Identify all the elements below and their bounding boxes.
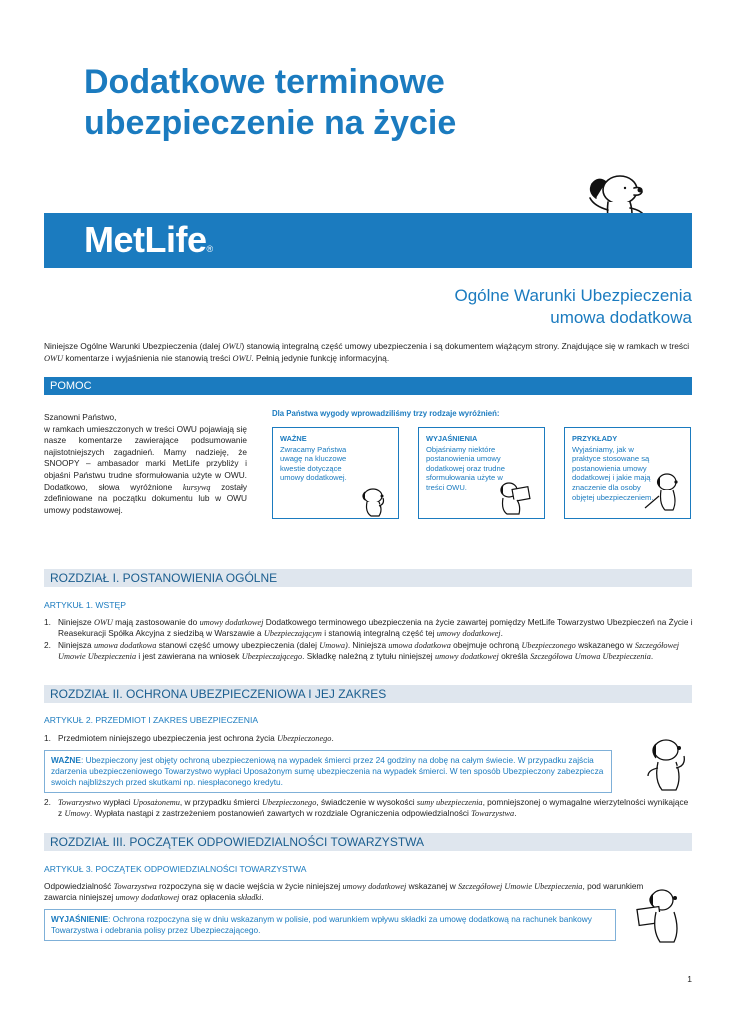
- subtitle-line-2: umowa dodatkowa: [550, 308, 692, 327]
- highlight-types-caption: Dla Państwa wygody wprowadziliśmy trzy rodzaje wyróżnień:: [272, 409, 500, 418]
- article-3-heading: ARTYKUŁ 3. POCZĄTEK ODPOWIEDZIALNOŚCI TOWARZYSTWA: [44, 864, 307, 874]
- article-2-heading: ARTYKUŁ 2. PRZEDMIOT I ZAKRES UBEZPIECZENIA: [44, 715, 259, 725]
- snoopy-thinking-icon: [353, 486, 395, 518]
- section-header-1: ROZDZIAŁ I. POSTANOWIENIA OGÓLNE: [44, 569, 692, 587]
- note-wyjasnienie: WYJAŚNIENIE: Ochrona rozpoczyna się w dniu wskazanym w polisie, pod warunkiem wpływu składki za umowę dodatkową na rachunek bankowy Towarzystwa i odebrania polisy przez Ubezpieczającego.: [44, 909, 616, 941]
- document-title: [84, 62, 604, 144]
- note-wazne: WAŻNE: Ubezpieczony jest objęty ochroną ubezpieczeniową na wypadek śmierci przez 24 godziny na dobę na całym świecie. W przypadku zajścia zdarzenia ubezpieczeniowego Towarzystwo wypłaci Uposażonym sumę ubezpieczenia na wypadek śmierci. W ten sposób Ubezpieczony zabezpiecza swoich najbliższych przed skutkami np. niespłaconego kredytu.: [44, 750, 612, 793]
- article-3-paragraph: Odpowiedzialność Towarzystwa rozpoczyna się w dacie wejścia w życie niniejszej umowy dodatkowej wskazanej w Szczegółowej Umowie Ubezpieczenia, pod warunkiem zawarcia niniejszej umowy dodatkowej oraz opłacenia składki.: [44, 881, 644, 903]
- article-1-item-2: 2. Niniejsza umowa dodatkowa stanowi część umowy ubezpieczenia (dalej Umowa). Niniejsza umowa dodatkowa obejmuje ochroną Ubezpieczonego wskazanego w Szczegółowej Umowie Ubezpieczenia i jest zawierana na wniosek Ubezpieczającego. Składkę należną z tytułu niniejszej umowy dodatkowej określa Szczegółowa Umowa Ubezpieczenia.: [44, 640, 680, 662]
- metlife-logo: MetLife®: [84, 219, 213, 260]
- title-line-1: Dodatkowe terminowe: [84, 63, 445, 101]
- article-1-item-1: 1. Niniejsze OWU mają zastosowanie do umowy dodatkowej Dodatkowego terminowego ubezpieczenia na życie zawartej pomiędzy MetLife Towarzystwo Ubezpieczeń na Życie i Reasekuracji Spółka Akcyjna z siedzibą w Warszawie a Ubezpieczającym i stanowią integralną część tej umowy dodatkowej.: [44, 617, 693, 639]
- section-header-3: ROZDZIAŁ III. POCZĄTEK ODPOWIEDZIALNOŚCI TOWARZYSTWA: [44, 833, 692, 851]
- title-line-2: ubezpieczenie na życie: [84, 104, 457, 142]
- help-box-przyklady: PRZYKŁADY Wyjaśniamy, jak w praktyce stosowane są postanowienia umowy dodatkowej i jakie mają znaczenie dla osoby objętej ubezpieczeniem.: [564, 427, 691, 519]
- snoopy-reading-icon: [493, 480, 539, 518]
- article-2-item-2: 2. Towarzystwo wypłaci Uposażonemu, w przypadku śmierci Ubezpieczonego, świadczenie w wysokości sumy ubezpieczenia, pomniejszonej o wymagalne wierzytelności wynikające z Umowy. Wypłata nastąpi z zastrzeżeniem postanowień zawartych w rozdziale Ograniczenia odpowiedzialności Towarzystwa.: [44, 797, 689, 819]
- snoopy-thinking-icon: [640, 736, 692, 796]
- snoopy-pointing-icon: [643, 470, 689, 518]
- intro-paragraph: Niniejsze Ogólne Warunki Ubezpieczenia (dalej OWU) stanowią integralną część umowy ubezpieczenia i są dokumentem wiążącym strony. Znajdujące się w ramkach w treści OWU komentarze i wyjaśnienia nie stanowią treści OWU. Pełnią jedynie funkcję informacyjną.: [44, 341, 690, 363]
- greeting-paragraph: Szanowni Państwo, w ramkach umieszczonych w treści OWU pojawiają się nasze komentarze zawierające podsumowanie najistotniejszych zagadnień. Mamy nadzieję, że SNOOPY – ambasador marki MetLife przybliży i objaśni Państwu trudne sformułowania użyte w OWU. Dodatkowo, słowa wyróżnione kursywą zostały zdefiniowane na początku dokumentu lub w OWU umowy podstawowej.: [44, 412, 247, 515]
- article-2-item-1: 1. Przedmiotem niniejszego ubezpieczenia jest ochrona życia Ubezpieczonego.: [44, 733, 334, 743]
- subtitle-line-1: Ogólne Warunki Ubezpieczenia: [454, 286, 692, 305]
- article-1-heading: ARTYKUŁ 1. WSTĘP: [44, 600, 126, 610]
- page-number: 1: [687, 974, 692, 984]
- section-header-2: ROZDZIAŁ II. OCHRONA UBEZPIECZENIOWA I JEJ ZAKRES: [44, 685, 692, 703]
- help-box-wyjasnienia: WYJAŚNIENIA Objaśniamy niektóre postanowienia umowy dodatkowej oraz trudne sformułowania użyte w treści OWU.: [418, 427, 545, 519]
- snoopy-reading-icon: [632, 886, 690, 948]
- help-box-wazne: WAŻNE Zwracamy Państwa uwagę na kluczowe kwestie dotyczące umowy dodatkowej.: [272, 427, 399, 519]
- section-header-pomoc: POMOC: [44, 377, 692, 395]
- document-subtitle: [312, 285, 692, 329]
